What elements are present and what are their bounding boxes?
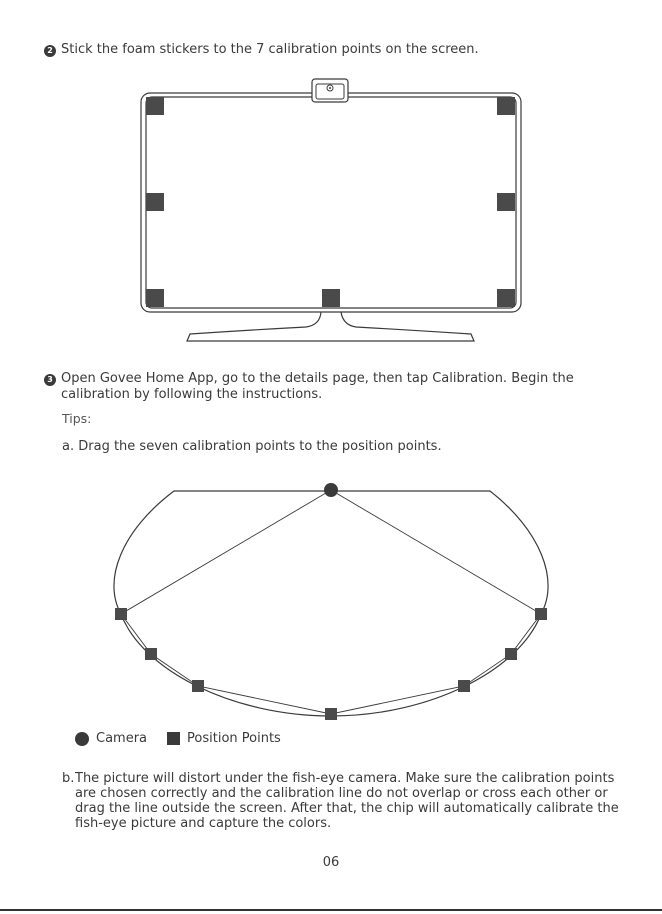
position-point-bottom-center xyxy=(325,708,337,720)
tip-b-label: b. xyxy=(62,771,75,786)
tip-a-text: Drag the seven calibration points to the position points. xyxy=(78,439,442,454)
tips-heading: Tips: xyxy=(62,411,92,426)
camera-legend-label: Camera xyxy=(96,731,148,746)
calibration-lines xyxy=(121,490,541,714)
fisheye-outline xyxy=(114,491,548,716)
position-points-legend-label: Position Points xyxy=(187,731,281,746)
camera-point xyxy=(324,483,338,497)
step-3-number: 3 xyxy=(44,374,56,386)
position-point-right xyxy=(535,608,547,620)
position-point-left-lower xyxy=(145,648,157,660)
position-point-right-lower xyxy=(505,648,517,660)
position-points-legend-icon xyxy=(167,732,180,745)
tip-b xyxy=(62,771,622,831)
position-point-left xyxy=(115,608,127,620)
page-number: 06 xyxy=(322,855,340,870)
position-point-bottom-left xyxy=(192,680,204,692)
step-3-text: Open Govee Home App, go to the details page, then tap Calibration. Begin the calibration by following the instructions. xyxy=(61,371,574,402)
step-2-text: Stick the foam stickers to the 7 calibration points on the screen. xyxy=(61,42,479,57)
bottom-rule xyxy=(0,909,662,911)
camera-legend-icon xyxy=(75,732,89,746)
tip-b-text: The picture will distort under the fish-eye camera. Make sure the calibration points are chosen correctly and the calibration line do not overlap or cross each other or drag the line outside the screen. After that, the chip will automatically calibrate the fish-eye picture and capture the colors. xyxy=(75,771,619,831)
step-2-number: 2 xyxy=(44,45,56,57)
position-point-bottom-right xyxy=(458,680,470,692)
diagram-legend xyxy=(75,731,281,746)
tip-a-label: a. xyxy=(62,439,75,454)
